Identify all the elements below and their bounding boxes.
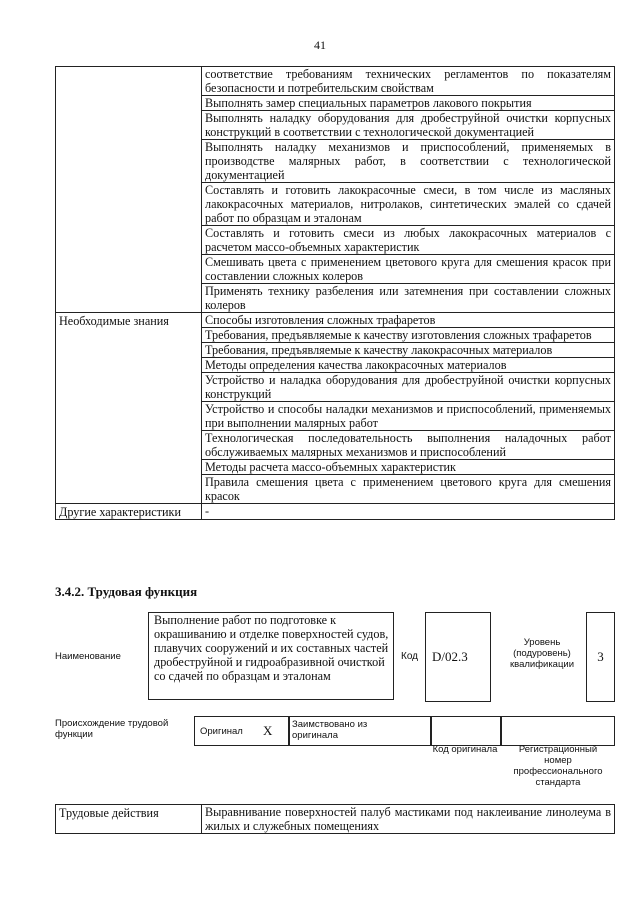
- code-label: Код: [401, 651, 419, 662]
- table-row: [56, 805, 615, 834]
- table-row: [56, 313, 615, 328]
- row-label: Необходимые знания: [56, 313, 202, 504]
- name-label: Наименование: [55, 651, 121, 662]
- labor-actions-table: [55, 804, 615, 834]
- row-label: [56, 67, 202, 313]
- row-value: Выполнять наладку оборудования для дробеструйной очистки корпусных конструкций в соответствии с технологической документацией: [202, 111, 615, 140]
- original-code-cell: [430, 716, 502, 746]
- code-value: D/02.3: [432, 649, 468, 664]
- registration-caption: Регистрационный номер профессионального стандарта: [513, 744, 603, 788]
- row-value: соответствие требованиям технических регламентов по показателям безопасности и потребительским свойствам: [202, 67, 615, 96]
- row-label: Другие характеристики: [56, 504, 202, 520]
- labor-actions-label: Трудовые действия: [56, 805, 202, 834]
- row-value: Выполнять наладку механизмов и приспособлений, применяемых в производстве малярных работ, в соответствии с технологической документацией: [202, 140, 615, 183]
- section-heading: 3.4.2. Трудовая функция: [55, 584, 198, 599]
- borrowed-cell: [288, 716, 432, 746]
- page-number: 41: [314, 38, 326, 52]
- row-value: Требования, предъявляемые к качеству лакокрасочных материалов: [202, 343, 615, 358]
- row-value: Методы расчета массо-объемных характеристик: [202, 460, 615, 475]
- code-caption: Код оригинала: [432, 744, 498, 755]
- registration-number-cell: [500, 716, 615, 746]
- labor-actions-value: Выравнивание поверхностей палуб мастиками под наклеивание линолеума в жилых и служебных помещениях: [202, 805, 615, 834]
- row-value: Выполнять замер специальных параметров лакового покрытия: [202, 96, 615, 111]
- code-box: [425, 612, 491, 702]
- row-value: Технологическая последовательность выполнения наладочных работ обслуживаемых малярных механизмов и приспособлений: [202, 431, 615, 460]
- row-value: Правила смешения цвета с применением цветового круга для смешения красок: [202, 475, 615, 504]
- row-value: Устройство и наладка оборудования для дробеструйной очистки корпусных конструкций: [202, 373, 615, 402]
- level-box: [586, 612, 615, 702]
- origin-label: Происхождение трудовой функции: [55, 718, 169, 740]
- row-value: Применять технику разбеления или затемнения при составлении сложных колеров: [202, 284, 615, 313]
- row-value: Устройство и способы наладки механизмов и приспособлений, применяемых при выполнении малярных работ: [202, 402, 615, 431]
- borrowed-label: Заимствовано из оригинала: [292, 719, 368, 741]
- original-label: Оригинал: [200, 726, 243, 737]
- row-value: Требования, предъявляемые к качеству изготовления сложных трафаретов: [202, 328, 615, 343]
- row-value: Составлять и готовить смеси из любых лакокрасочных материалов с расчетом массо-объемных характеристик: [202, 226, 615, 255]
- row-value: -: [202, 504, 615, 520]
- original-mark: X: [263, 723, 273, 738]
- original-cell: [194, 716, 290, 746]
- row-value: Составлять и готовить лакокрасочные смеси, в том числе из масляных лакокрасочных материалов, нитролаков, синтетических эмалей со сдачей работ по образцам и эталонам: [202, 183, 615, 226]
- table-row: [56, 67, 615, 96]
- row-value: Смешивать цвета с применением цветового круга для смешения красок при составлении сложных колеров: [202, 255, 615, 284]
- function-name-box: [148, 612, 394, 700]
- row-value: Методы определения качества лакокрасочных материалов: [202, 358, 615, 373]
- table-row: [56, 504, 615, 520]
- skills-knowledge-table: [55, 66, 615, 520]
- row-value: Способы изготовления сложных трафаретов: [202, 313, 615, 328]
- level-label: Уровень (подуровень) квалификации: [509, 637, 575, 670]
- level-value: 3: [597, 649, 604, 664]
- function-name-value: Выполнение работ по подготовке к окрашиванию и отделке поверхностей судов, плавучих сооружений и их составных частей дробеструйной и гидроабразивной очисткой со сдачей по образцам и эталонам: [154, 613, 389, 683]
